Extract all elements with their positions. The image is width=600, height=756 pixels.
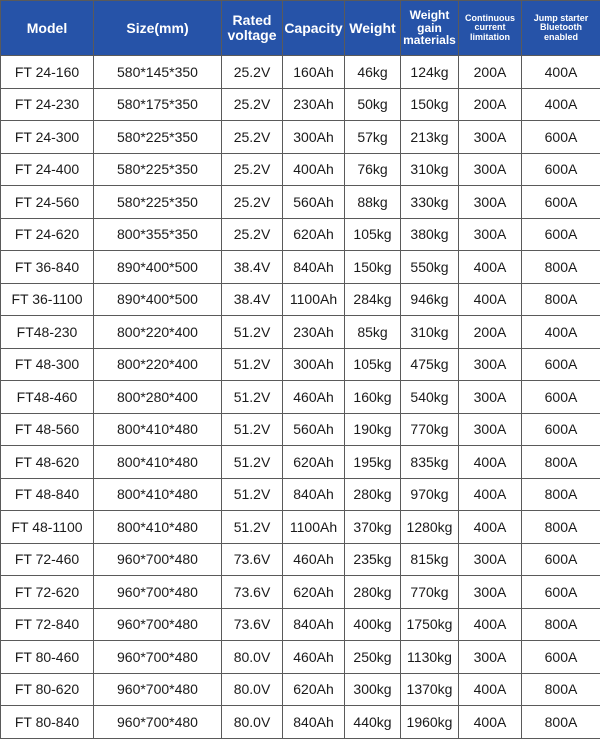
table-row (1, 283, 600, 316)
cell-weight-gain: 540kg (401, 381, 459, 414)
cell-weight-gain: 380kg (401, 218, 459, 251)
cell-rated-voltage: 51.2V (222, 381, 283, 414)
cell-model: FT 48-300 (1, 348, 94, 381)
cell-model: FT 72-460 (1, 543, 94, 576)
cell-weight-gain: 835kg (401, 446, 459, 479)
cell-size: 800*220*400 (94, 316, 222, 349)
table-row (1, 348, 600, 381)
cell-jump-starter: 600A (522, 543, 600, 576)
cell-size: 800*410*480 (94, 413, 222, 446)
cell-jump-starter: 800A (522, 478, 600, 511)
cell-jump-starter: 800A (522, 446, 600, 479)
cell-model: FT 80-620 (1, 673, 94, 706)
cell-size: 800*280*400 (94, 381, 222, 414)
cell-weight-gain: 1370kg (401, 673, 459, 706)
cell-rated-voltage: 73.6V (222, 543, 283, 576)
cell-weight: 280kg (345, 478, 401, 511)
cell-size: 800*410*480 (94, 511, 222, 544)
table-row (1, 576, 600, 609)
cell-rated-voltage: 73.6V (222, 576, 283, 609)
cell-jump-starter: 800A (522, 706, 600, 739)
table-row (1, 413, 600, 446)
cell-weight: 105kg (345, 348, 401, 381)
cell-weight: 440kg (345, 706, 401, 739)
cell-rated-voltage: 38.4V (222, 251, 283, 284)
cell-capacity: 160Ah (283, 56, 345, 89)
cell-weight-gain: 330kg (401, 186, 459, 219)
cell-rated-voltage: 51.2V (222, 316, 283, 349)
cell-capacity: 300Ah (283, 348, 345, 381)
table-body (1, 56, 600, 739)
cell-continuous-current: 400A (459, 608, 522, 641)
cell-capacity: 620Ah (283, 673, 345, 706)
cell-weight-gain: 970kg (401, 478, 459, 511)
cell-rated-voltage: 38.4V (222, 283, 283, 316)
table-row (1, 608, 600, 641)
cell-model: FT 48-840 (1, 478, 94, 511)
header-continuous-current: Continuous current limitation (459, 1, 522, 56)
cell-continuous-current: 300A (459, 153, 522, 186)
cell-capacity: 1100Ah (283, 511, 345, 544)
table-row (1, 121, 600, 154)
cell-weight: 50kg (345, 88, 401, 121)
cell-size: 580*145*350 (94, 56, 222, 89)
table-row (1, 218, 600, 251)
cell-capacity: 300Ah (283, 121, 345, 154)
cell-capacity: 840Ah (283, 608, 345, 641)
cell-continuous-current: 200A (459, 316, 522, 349)
table-row (1, 478, 600, 511)
cell-weight: 88kg (345, 186, 401, 219)
cell-weight-gain: 124kg (401, 56, 459, 89)
cell-weight: 57kg (345, 121, 401, 154)
cell-weight: 195kg (345, 446, 401, 479)
table-row (1, 88, 600, 121)
cell-model: FT 36-1100 (1, 283, 94, 316)
cell-weight: 250kg (345, 641, 401, 674)
table-row (1, 186, 600, 219)
cell-continuous-current: 300A (459, 413, 522, 446)
cell-continuous-current: 300A (459, 186, 522, 219)
cell-capacity: 840Ah (283, 251, 345, 284)
cell-weight: 46kg (345, 56, 401, 89)
cell-continuous-current: 300A (459, 121, 522, 154)
cell-capacity: 400Ah (283, 153, 345, 186)
cell-capacity: 460Ah (283, 641, 345, 674)
cell-model: FT 48-1100 (1, 511, 94, 544)
cell-weight: 190kg (345, 413, 401, 446)
cell-continuous-current: 400A (459, 446, 522, 479)
cell-jump-starter: 800A (522, 283, 600, 316)
cell-continuous-current: 300A (459, 576, 522, 609)
cell-jump-starter: 800A (522, 511, 600, 544)
cell-model: FT 48-560 (1, 413, 94, 446)
cell-capacity: 460Ah (283, 381, 345, 414)
cell-rated-voltage: 25.2V (222, 121, 283, 154)
cell-model: FT 24-160 (1, 56, 94, 89)
cell-continuous-current: 400A (459, 511, 522, 544)
cell-model: FT 24-400 (1, 153, 94, 186)
cell-model: FT 48-620 (1, 446, 94, 479)
cell-size: 800*355*350 (94, 218, 222, 251)
cell-weight: 280kg (345, 576, 401, 609)
cell-continuous-current: 300A (459, 348, 522, 381)
cell-weight-gain: 475kg (401, 348, 459, 381)
cell-capacity: 460Ah (283, 543, 345, 576)
cell-continuous-current: 400A (459, 478, 522, 511)
cell-rated-voltage: 51.2V (222, 446, 283, 479)
cell-weight: 300kg (345, 673, 401, 706)
cell-continuous-current: 300A (459, 381, 522, 414)
table-row (1, 153, 600, 186)
cell-model: FT48-460 (1, 381, 94, 414)
cell-jump-starter: 600A (522, 413, 600, 446)
cell-jump-starter: 600A (522, 348, 600, 381)
cell-continuous-current: 300A (459, 641, 522, 674)
cell-model: FT 24-560 (1, 186, 94, 219)
header-model: Model (1, 1, 94, 56)
cell-weight-gain: 213kg (401, 121, 459, 154)
cell-weight: 85kg (345, 316, 401, 349)
cell-weight: 400kg (345, 608, 401, 641)
cell-capacity: 230Ah (283, 88, 345, 121)
cell-model: FT 24-230 (1, 88, 94, 121)
cell-rated-voltage: 51.2V (222, 413, 283, 446)
cell-capacity: 560Ah (283, 413, 345, 446)
table-row (1, 381, 600, 414)
cell-rated-voltage: 80.0V (222, 673, 283, 706)
cell-rated-voltage: 80.0V (222, 706, 283, 739)
cell-weight-gain: 1750kg (401, 608, 459, 641)
cell-capacity: 620Ah (283, 218, 345, 251)
table-header (1, 1, 600, 56)
table-row (1, 706, 600, 739)
cell-jump-starter: 600A (522, 641, 600, 674)
cell-weight: 76kg (345, 153, 401, 186)
cell-capacity: 840Ah (283, 478, 345, 511)
cell-size: 580*225*350 (94, 121, 222, 154)
cell-jump-starter: 600A (522, 381, 600, 414)
cell-weight-gain: 1280kg (401, 511, 459, 544)
cell-rated-voltage: 51.2V (222, 478, 283, 511)
cell-size: 890*400*500 (94, 251, 222, 284)
header-jump-starter: Jump starter Bluetooth enabled (522, 1, 600, 56)
cell-weight: 235kg (345, 543, 401, 576)
cell-weight: 105kg (345, 218, 401, 251)
header-capacity: Capacity (283, 1, 345, 56)
header-weight-gain: Weight gain materials (401, 1, 459, 56)
cell-size: 890*400*500 (94, 283, 222, 316)
cell-weight-gain: 1130kg (401, 641, 459, 674)
cell-jump-starter: 800A (522, 608, 600, 641)
table-row (1, 641, 600, 674)
cell-rated-voltage: 73.6V (222, 608, 283, 641)
cell-rated-voltage: 25.2V (222, 186, 283, 219)
cell-model: FT 80-840 (1, 706, 94, 739)
cell-capacity: 560Ah (283, 186, 345, 219)
table-row (1, 673, 600, 706)
cell-model: FT 36-840 (1, 251, 94, 284)
cell-rated-voltage: 51.2V (222, 511, 283, 544)
table-row (1, 316, 600, 349)
cell-model: FT 72-620 (1, 576, 94, 609)
cell-model: FT48-230 (1, 316, 94, 349)
cell-size: 800*220*400 (94, 348, 222, 381)
cell-capacity: 230Ah (283, 316, 345, 349)
cell-size: 580*225*350 (94, 153, 222, 186)
cell-continuous-current: 400A (459, 283, 522, 316)
header-size: Size(mm) (94, 1, 222, 56)
table-row (1, 251, 600, 284)
cell-continuous-current: 400A (459, 251, 522, 284)
table-row (1, 56, 600, 89)
cell-jump-starter: 600A (522, 153, 600, 186)
cell-continuous-current: 400A (459, 706, 522, 739)
table-row (1, 543, 600, 576)
cell-weight-gain: 310kg (401, 153, 459, 186)
cell-jump-starter: 400A (522, 88, 600, 121)
cell-size: 960*700*480 (94, 641, 222, 674)
cell-size: 960*700*480 (94, 543, 222, 576)
cell-jump-starter: 800A (522, 673, 600, 706)
cell-size: 960*700*480 (94, 706, 222, 739)
cell-capacity: 620Ah (283, 576, 345, 609)
cell-weight-gain: 770kg (401, 576, 459, 609)
table-row (1, 446, 600, 479)
table-row (1, 511, 600, 544)
cell-weight-gain: 770kg (401, 413, 459, 446)
cell-jump-starter: 400A (522, 316, 600, 349)
cell-model: FT 24-620 (1, 218, 94, 251)
cell-jump-starter: 600A (522, 576, 600, 609)
cell-jump-starter: 800A (522, 251, 600, 284)
cell-weight: 150kg (345, 251, 401, 284)
cell-rated-voltage: 80.0V (222, 641, 283, 674)
cell-size: 960*700*480 (94, 673, 222, 706)
cell-weight: 284kg (345, 283, 401, 316)
cell-continuous-current: 200A (459, 56, 522, 89)
header-rated-voltage: Rated voltage (222, 1, 283, 56)
cell-model: FT 80-460 (1, 641, 94, 674)
cell-size: 960*700*480 (94, 576, 222, 609)
cell-continuous-current: 200A (459, 88, 522, 121)
cell-size: 960*700*480 (94, 608, 222, 641)
cell-continuous-current: 300A (459, 543, 522, 576)
cell-jump-starter: 600A (522, 121, 600, 154)
cell-model: FT 24-300 (1, 121, 94, 154)
cell-model: FT 72-840 (1, 608, 94, 641)
cell-weight-gain: 946kg (401, 283, 459, 316)
header-row (1, 1, 600, 56)
cell-jump-starter: 600A (522, 186, 600, 219)
cell-weight-gain: 1960kg (401, 706, 459, 739)
cell-weight-gain: 310kg (401, 316, 459, 349)
cell-size: 800*410*480 (94, 478, 222, 511)
header-weight: Weight (345, 1, 401, 56)
cell-continuous-current: 300A (459, 218, 522, 251)
cell-continuous-current: 400A (459, 673, 522, 706)
cell-size: 800*410*480 (94, 446, 222, 479)
cell-rated-voltage: 25.2V (222, 153, 283, 186)
cell-jump-starter: 600A (522, 218, 600, 251)
cell-rated-voltage: 25.2V (222, 218, 283, 251)
cell-jump-starter: 400A (522, 56, 600, 89)
cell-capacity: 620Ah (283, 446, 345, 479)
cell-rated-voltage: 25.2V (222, 56, 283, 89)
cell-rated-voltage: 51.2V (222, 348, 283, 381)
cell-capacity: 840Ah (283, 706, 345, 739)
cell-weight-gain: 550kg (401, 251, 459, 284)
cell-weight-gain: 815kg (401, 543, 459, 576)
cell-size: 580*225*350 (94, 186, 222, 219)
cell-weight-gain: 150kg (401, 88, 459, 121)
cell-rated-voltage: 25.2V (222, 88, 283, 121)
cell-weight: 370kg (345, 511, 401, 544)
cell-weight: 160kg (345, 381, 401, 414)
cell-capacity: 1100Ah (283, 283, 345, 316)
cell-size: 580*175*350 (94, 88, 222, 121)
